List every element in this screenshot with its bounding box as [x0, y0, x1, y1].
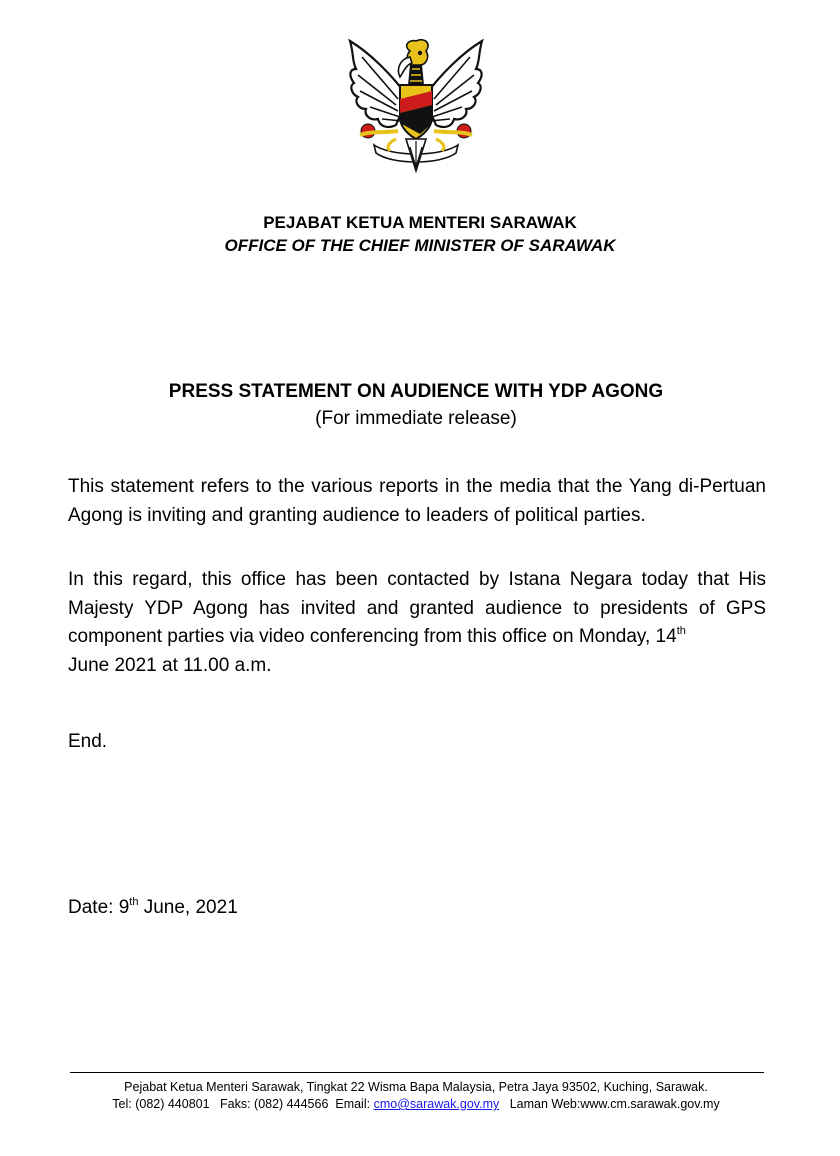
date-tail: June, 2021: [138, 897, 238, 918]
paragraph-2-tail: June 2021 at 11.00 a.m.: [68, 654, 272, 676]
statement-title: PRESS STATEMENT ON AUDIENCE WITH YDP AGONG: [168, 381, 664, 402]
footer-email-label: Email:: [335, 1097, 371, 1111]
footer-divider: [70, 1072, 764, 1073]
footer-address: Pejabat Ketua Menteri Sarawak, Tingkat 22 Wisma Bapa Malaysia, Petra Jaya 93502, Kuching, Sarawak.: [124, 1080, 708, 1094]
date-label: Date: 9: [68, 897, 130, 918]
paragraph-2-ordinal: th: [676, 625, 686, 637]
footer-web: Laman Web:www.cm.sarawak.gov.my: [509, 1097, 720, 1111]
paragraph-1: This statement refers to the various reports in the media that the Yang di-Pertuan Agong is inviting and granting audience to leaders of political parties.: [68, 476, 766, 526]
footer-contacts: [0, 1097, 832, 1111]
office-name-english: OFFICE OF THE CHIEF MINISTER OF SARAWAK: [224, 236, 616, 255]
date-ordinal: th: [129, 896, 139, 908]
closing-text: End.: [68, 731, 108, 752]
statement-date: [68, 897, 238, 919]
statement-subtitle: (For immediate release): [315, 408, 517, 429]
paragraph-2: [68, 566, 766, 680]
footer-fax: Faks: (082) 444566: [220, 1097, 329, 1111]
office-name-malay: PEJABAT KETUA MENTERI SARAWAK: [263, 213, 577, 232]
sarawak-coat-of-arms-icon: [340, 35, 492, 180]
footer-tel: Tel: (082) 440801: [112, 1097, 210, 1111]
paragraph-2-text: In this regard, this office has been contacted by Istana Negara today that His Majesty YDP Agong has invited and granted audience to presidents of GPS component parties via video conferencing from this office on Monday, 14: [68, 569, 766, 647]
footer-email-link[interactable]: cmo@sarawak.gov.my: [373, 1097, 500, 1111]
